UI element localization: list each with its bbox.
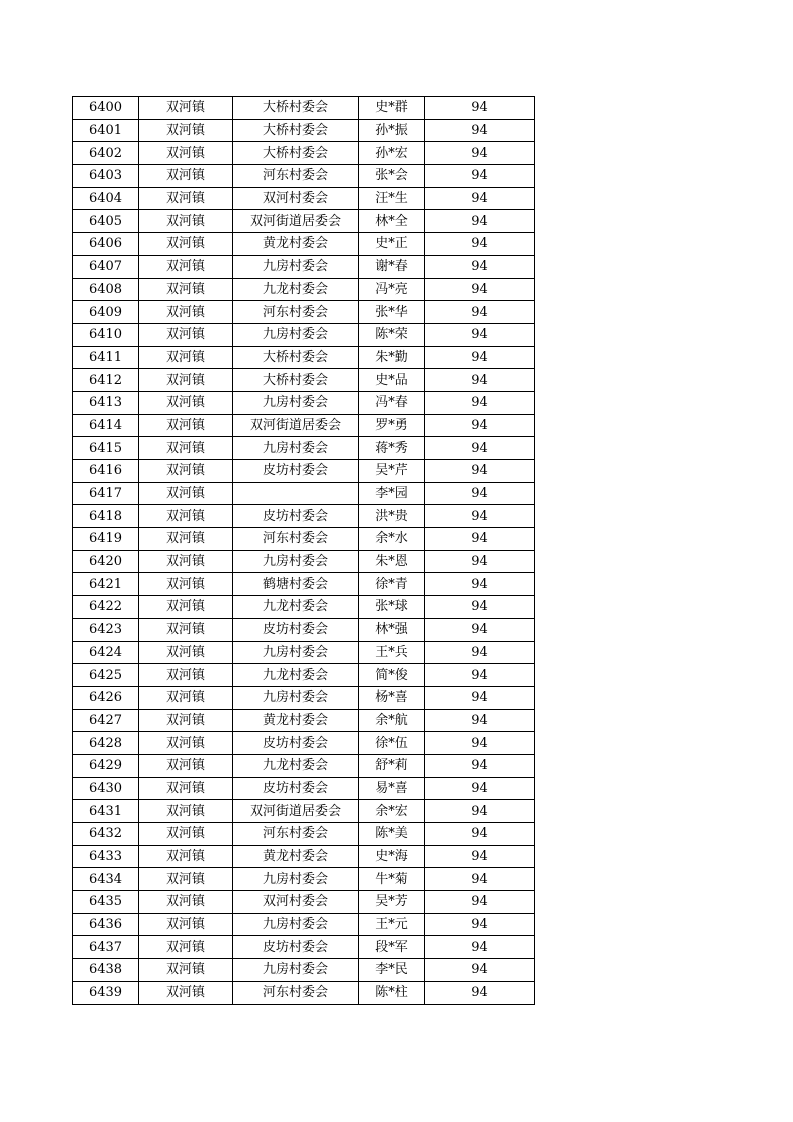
town-cell: 双河镇 [139, 664, 233, 687]
score-cell: 94 [425, 391, 535, 414]
town-cell: 双河镇 [139, 981, 233, 1004]
score-cell: 94 [425, 573, 535, 596]
score-cell: 94 [425, 142, 535, 165]
village-committee-cell: 河东村委会 [233, 528, 359, 551]
town-cell: 双河镇 [139, 142, 233, 165]
row-number-cell: 6433 [73, 845, 139, 868]
score-cell: 94 [425, 959, 535, 982]
town-cell: 双河镇 [139, 641, 233, 664]
row-number-cell: 6438 [73, 959, 139, 982]
score-cell: 94 [425, 891, 535, 914]
table-row [73, 823, 535, 846]
village-committee-cell: 黄龙村委会 [233, 709, 359, 732]
town-cell: 双河镇 [139, 414, 233, 437]
village-committee-cell: 九房村委会 [233, 437, 359, 460]
name-cell: 牛*菊 [359, 868, 425, 891]
table-row [73, 210, 535, 233]
score-cell: 94 [425, 437, 535, 460]
table-row [73, 641, 535, 664]
town-cell: 双河镇 [139, 233, 233, 256]
score-cell: 94 [425, 414, 535, 437]
table-row [73, 187, 535, 210]
village-committee-cell: 河东村委会 [233, 301, 359, 324]
score-cell: 94 [425, 187, 535, 210]
name-cell: 简*俊 [359, 664, 425, 687]
row-number-cell: 6423 [73, 618, 139, 641]
village-committee-cell: 河东村委会 [233, 981, 359, 1004]
score-cell: 94 [425, 550, 535, 573]
row-number-cell: 6417 [73, 482, 139, 505]
town-cell: 双河镇 [139, 482, 233, 505]
score-cell: 94 [425, 460, 535, 483]
village-committee-cell: 大桥村委会 [233, 119, 359, 142]
town-cell: 双河镇 [139, 369, 233, 392]
village-committee-cell: 九龙村委会 [233, 754, 359, 777]
row-number-cell: 6432 [73, 823, 139, 846]
name-cell: 吴*芳 [359, 891, 425, 914]
village-committee-cell: 双河街道居委会 [233, 210, 359, 233]
town-cell: 双河镇 [139, 278, 233, 301]
name-cell: 孙*宏 [359, 142, 425, 165]
table-row [73, 732, 535, 755]
name-cell: 林*强 [359, 618, 425, 641]
score-cell: 94 [425, 119, 535, 142]
village-committee-cell: 皮坊村委会 [233, 732, 359, 755]
village-committee-cell: 皮坊村委会 [233, 505, 359, 528]
town-cell: 双河镇 [139, 800, 233, 823]
name-cell: 余*宏 [359, 800, 425, 823]
village-committee-cell: 九龙村委会 [233, 664, 359, 687]
village-committee-cell: 皮坊村委会 [233, 777, 359, 800]
table-row [73, 301, 535, 324]
table-row [73, 596, 535, 619]
row-number-cell: 6406 [73, 233, 139, 256]
table-row [73, 618, 535, 641]
town-cell: 双河镇 [139, 505, 233, 528]
town-cell: 双河镇 [139, 754, 233, 777]
row-number-cell: 6426 [73, 686, 139, 709]
row-number-cell: 6400 [73, 97, 139, 120]
table-row [73, 482, 535, 505]
village-committee-cell: 九房村委会 [233, 868, 359, 891]
town-cell: 双河镇 [139, 97, 233, 120]
town-cell: 双河镇 [139, 210, 233, 233]
name-cell: 余*水 [359, 528, 425, 551]
table-row [73, 391, 535, 414]
name-cell: 余*航 [359, 709, 425, 732]
village-committee-cell: 双河街道居委会 [233, 414, 359, 437]
town-cell: 双河镇 [139, 732, 233, 755]
row-number-cell: 6435 [73, 891, 139, 914]
table-row [73, 800, 535, 823]
town-cell: 双河镇 [139, 528, 233, 551]
village-committee-cell: 九房村委会 [233, 255, 359, 278]
village-committee-cell: 大桥村委会 [233, 346, 359, 369]
town-cell: 双河镇 [139, 573, 233, 596]
town-cell: 双河镇 [139, 868, 233, 891]
score-cell: 94 [425, 369, 535, 392]
score-cell: 94 [425, 732, 535, 755]
row-number-cell: 6403 [73, 165, 139, 188]
name-cell: 易*喜 [359, 777, 425, 800]
town-cell: 双河镇 [139, 596, 233, 619]
name-cell: 陈*荣 [359, 323, 425, 346]
village-committee-cell: 九房村委会 [233, 686, 359, 709]
row-number-cell: 6404 [73, 187, 139, 210]
town-cell: 双河镇 [139, 891, 233, 914]
name-cell: 谢*春 [359, 255, 425, 278]
score-cell: 94 [425, 301, 535, 324]
row-number-cell: 6408 [73, 278, 139, 301]
name-cell: 史*群 [359, 97, 425, 120]
row-number-cell: 6418 [73, 505, 139, 528]
town-cell: 双河镇 [139, 255, 233, 278]
table-body [73, 97, 535, 1005]
name-cell: 孙*振 [359, 119, 425, 142]
village-committee-cell: 大桥村委会 [233, 97, 359, 120]
town-cell: 双河镇 [139, 550, 233, 573]
score-cell: 94 [425, 913, 535, 936]
row-number-cell: 6420 [73, 550, 139, 573]
town-cell: 双河镇 [139, 823, 233, 846]
name-cell: 徐*青 [359, 573, 425, 596]
row-number-cell: 6424 [73, 641, 139, 664]
table-row [73, 278, 535, 301]
score-cell: 94 [425, 800, 535, 823]
name-cell: 汪*生 [359, 187, 425, 210]
village-committee-cell: 双河村委会 [233, 891, 359, 914]
table-row [73, 754, 535, 777]
row-number-cell: 6427 [73, 709, 139, 732]
score-cell: 94 [425, 346, 535, 369]
town-cell: 双河镇 [139, 686, 233, 709]
name-cell: 李*园 [359, 482, 425, 505]
town-cell: 双河镇 [139, 460, 233, 483]
table-row [73, 369, 535, 392]
village-committee-cell: 黄龙村委会 [233, 233, 359, 256]
name-cell: 史*正 [359, 233, 425, 256]
score-cell: 94 [425, 981, 535, 1004]
row-number-cell: 6409 [73, 301, 139, 324]
score-cell: 94 [425, 323, 535, 346]
table-row [73, 891, 535, 914]
village-committee-cell: 九房村委会 [233, 391, 359, 414]
score-cell: 94 [425, 754, 535, 777]
score-cell: 94 [425, 618, 535, 641]
village-committee-cell: 皮坊村委会 [233, 460, 359, 483]
village-committee-cell: 双河村委会 [233, 187, 359, 210]
table-row [73, 709, 535, 732]
name-cell: 史*海 [359, 845, 425, 868]
village-committee-cell: 九房村委会 [233, 323, 359, 346]
table-row [73, 777, 535, 800]
table-row [73, 346, 535, 369]
score-cell: 94 [425, 936, 535, 959]
score-cell: 94 [425, 845, 535, 868]
name-cell: 王*元 [359, 913, 425, 936]
town-cell: 双河镇 [139, 845, 233, 868]
score-cell: 94 [425, 664, 535, 687]
row-number-cell: 6422 [73, 596, 139, 619]
table-row [73, 528, 535, 551]
row-number-cell: 6410 [73, 323, 139, 346]
name-cell: 史*品 [359, 369, 425, 392]
village-committee-cell: 九龙村委会 [233, 596, 359, 619]
row-number-cell: 6413 [73, 391, 139, 414]
table-row [73, 686, 535, 709]
town-cell: 双河镇 [139, 437, 233, 460]
name-cell: 冯*亮 [359, 278, 425, 301]
row-number-cell: 6407 [73, 255, 139, 278]
table-row [73, 437, 535, 460]
table-row [73, 936, 535, 959]
table-row [73, 414, 535, 437]
score-cell: 94 [425, 777, 535, 800]
table-row [73, 165, 535, 188]
table-row [73, 97, 535, 120]
data-table [72, 96, 535, 1005]
table-row [73, 255, 535, 278]
town-cell: 双河镇 [139, 777, 233, 800]
name-cell: 徐*伍 [359, 732, 425, 755]
table-row [73, 233, 535, 256]
town-cell: 双河镇 [139, 913, 233, 936]
score-cell: 94 [425, 165, 535, 188]
score-cell: 94 [425, 709, 535, 732]
score-cell: 94 [425, 255, 535, 278]
score-cell: 94 [425, 596, 535, 619]
town-cell: 双河镇 [139, 187, 233, 210]
name-cell: 洪*贵 [359, 505, 425, 528]
name-cell: 蒋*秀 [359, 437, 425, 460]
table-row [73, 119, 535, 142]
row-number-cell: 6437 [73, 936, 139, 959]
name-cell: 吴*芹 [359, 460, 425, 483]
score-cell: 94 [425, 505, 535, 528]
row-number-cell: 6415 [73, 437, 139, 460]
village-committee-cell: 九房村委会 [233, 641, 359, 664]
name-cell: 朱*勤 [359, 346, 425, 369]
village-committee-cell: 皮坊村委会 [233, 618, 359, 641]
name-cell: 张*会 [359, 165, 425, 188]
row-number-cell: 6412 [73, 369, 139, 392]
village-committee-cell: 皮坊村委会 [233, 936, 359, 959]
row-number-cell: 6421 [73, 573, 139, 596]
village-committee-cell: 九房村委会 [233, 913, 359, 936]
row-number-cell: 6402 [73, 142, 139, 165]
town-cell: 双河镇 [139, 391, 233, 414]
name-cell: 陈*柱 [359, 981, 425, 1004]
name-cell: 张*华 [359, 301, 425, 324]
row-number-cell: 6416 [73, 460, 139, 483]
village-committee-cell: 鹤塘村委会 [233, 573, 359, 596]
row-number-cell: 6405 [73, 210, 139, 233]
name-cell: 王*兵 [359, 641, 425, 664]
town-cell: 双河镇 [139, 165, 233, 188]
table-row [73, 323, 535, 346]
table-row [73, 505, 535, 528]
score-cell: 94 [425, 278, 535, 301]
name-cell: 陈*美 [359, 823, 425, 846]
town-cell: 双河镇 [139, 959, 233, 982]
village-committee-cell: 九龙村委会 [233, 278, 359, 301]
score-cell: 94 [425, 823, 535, 846]
town-cell: 双河镇 [139, 618, 233, 641]
score-cell: 94 [425, 868, 535, 891]
name-cell: 段*军 [359, 936, 425, 959]
row-number-cell: 6431 [73, 800, 139, 823]
table-row [73, 868, 535, 891]
score-cell: 94 [425, 210, 535, 233]
village-committee-cell: 九房村委会 [233, 959, 359, 982]
table-row [73, 664, 535, 687]
town-cell: 双河镇 [139, 119, 233, 142]
town-cell: 双河镇 [139, 709, 233, 732]
row-number-cell: 6419 [73, 528, 139, 551]
village-committee-cell: 双河街道居委会 [233, 800, 359, 823]
name-cell: 杨*喜 [359, 686, 425, 709]
score-cell: 94 [425, 482, 535, 505]
row-number-cell: 6425 [73, 664, 139, 687]
town-cell: 双河镇 [139, 346, 233, 369]
table-row [73, 573, 535, 596]
village-committee-cell: 河东村委会 [233, 823, 359, 846]
village-committee-cell: 九房村委会 [233, 550, 359, 573]
village-committee-cell: 黄龙村委会 [233, 845, 359, 868]
row-number-cell: 6436 [73, 913, 139, 936]
table-row [73, 142, 535, 165]
row-number-cell: 6414 [73, 414, 139, 437]
name-cell: 罗*勇 [359, 414, 425, 437]
row-number-cell: 6401 [73, 119, 139, 142]
score-cell: 94 [425, 686, 535, 709]
town-cell: 双河镇 [139, 323, 233, 346]
row-number-cell: 6429 [73, 754, 139, 777]
table-row [73, 959, 535, 982]
row-number-cell: 6430 [73, 777, 139, 800]
name-cell: 张*球 [359, 596, 425, 619]
row-number-cell: 6434 [73, 868, 139, 891]
village-committee-cell: 河东村委会 [233, 165, 359, 188]
name-cell: 林*全 [359, 210, 425, 233]
score-cell: 94 [425, 528, 535, 551]
table-row [73, 845, 535, 868]
town-cell: 双河镇 [139, 936, 233, 959]
table-row [73, 460, 535, 483]
row-number-cell: 6439 [73, 981, 139, 1004]
village-committee-cell: 大桥村委会 [233, 142, 359, 165]
score-cell: 94 [425, 641, 535, 664]
village-committee-cell: 大桥村委会 [233, 369, 359, 392]
table-row [73, 550, 535, 573]
row-number-cell: 6411 [73, 346, 139, 369]
name-cell: 李*民 [359, 959, 425, 982]
name-cell: 舒*莉 [359, 754, 425, 777]
table-row [73, 913, 535, 936]
score-cell: 94 [425, 97, 535, 120]
village-committee-cell [233, 482, 359, 505]
row-number-cell: 6428 [73, 732, 139, 755]
table-row [73, 981, 535, 1004]
score-cell: 94 [425, 233, 535, 256]
town-cell: 双河镇 [139, 301, 233, 324]
name-cell: 冯*春 [359, 391, 425, 414]
name-cell: 朱*恩 [359, 550, 425, 573]
